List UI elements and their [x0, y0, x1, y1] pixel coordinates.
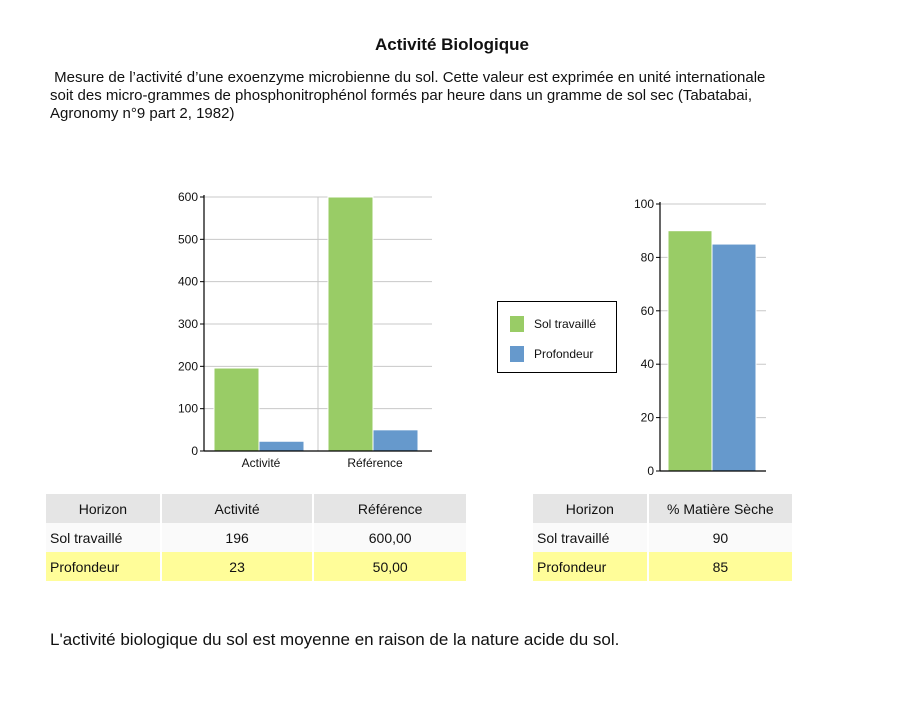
chart-activite [160, 185, 450, 475]
table-row [46, 523, 467, 552]
x-tick-label: Référence [347, 456, 403, 470]
table-cell: 85 [648, 552, 793, 581]
table-header-cell: % Matière Sèche [648, 494, 793, 523]
table-cell: Sol travaillé [533, 523, 648, 552]
table-header-row [533, 494, 793, 523]
y-tick-label: 300 [177, 317, 198, 331]
x-tick-label: Activité [241, 456, 281, 470]
legend-item-sol [510, 315, 596, 333]
y-tick-label: 600 [177, 190, 198, 204]
bar [214, 368, 259, 451]
table-header-row [46, 494, 467, 523]
legend-label-profondeur: Profondeur [534, 347, 594, 361]
table-cell: 23 [161, 552, 314, 581]
table-row [533, 552, 793, 581]
table-header-cell: Référence [313, 494, 467, 523]
y-tick-label: 80 [640, 250, 654, 265]
chart-matiere-seche [620, 195, 780, 480]
bar [259, 441, 304, 451]
y-tick-label: 20 [640, 410, 654, 425]
legend-swatch-sol [510, 316, 524, 332]
chart-legend [497, 301, 617, 373]
y-tick-label: 500 [177, 232, 198, 247]
table-cell: 600,00 [313, 523, 467, 552]
bar [373, 430, 418, 451]
page-title: Activité Biologique [375, 35, 529, 54]
legend-swatch-profondeur [510, 346, 524, 362]
table-cell: 50,00 [313, 552, 467, 581]
y-tick-label: 0 [191, 444, 198, 458]
y-tick-label: 0 [647, 464, 654, 478]
table-row [46, 552, 467, 581]
table-cell: Profondeur [533, 552, 648, 581]
table-row [533, 523, 793, 552]
y-tick-label: 400 [177, 274, 198, 289]
table-matiere-seche [533, 494, 794, 581]
conclusion-text: L'activité biologique du sol est moyenne en raison de la nature acide du sol. [50, 630, 620, 649]
intro-paragraph: Mesure de l’activité d’une exoenzyme microbienne du sol. Cette valeur est exprimée en unité internationale soit des micro-grammes de phosphonitrophénol formés par heure dans un gramme de sol sec (Tabatabai, Agronomy n°9 part 2, 1982) [50, 69, 766, 122]
table-header-cell: Horizon [533, 494, 648, 523]
y-tick-label: 100 [177, 401, 198, 416]
legend-label-sol: Sol travaillé [534, 317, 597, 331]
table-cell: Sol travaillé [46, 523, 161, 552]
y-tick-label: 100 [633, 197, 654, 211]
bar [668, 231, 712, 471]
table-cell: 90 [648, 523, 793, 552]
bar [712, 244, 756, 471]
table-cell: Profondeur [46, 552, 161, 581]
table-header-cell: Activité [161, 494, 314, 523]
y-tick-label: 60 [640, 303, 654, 318]
table-header-cell: Horizon [46, 494, 161, 523]
y-tick-label: 200 [177, 359, 198, 374]
legend-item-profondeur [510, 345, 593, 363]
y-tick-label: 40 [640, 357, 654, 372]
table-cell: 196 [161, 523, 314, 552]
bar [328, 197, 373, 451]
table-activite [46, 494, 468, 581]
